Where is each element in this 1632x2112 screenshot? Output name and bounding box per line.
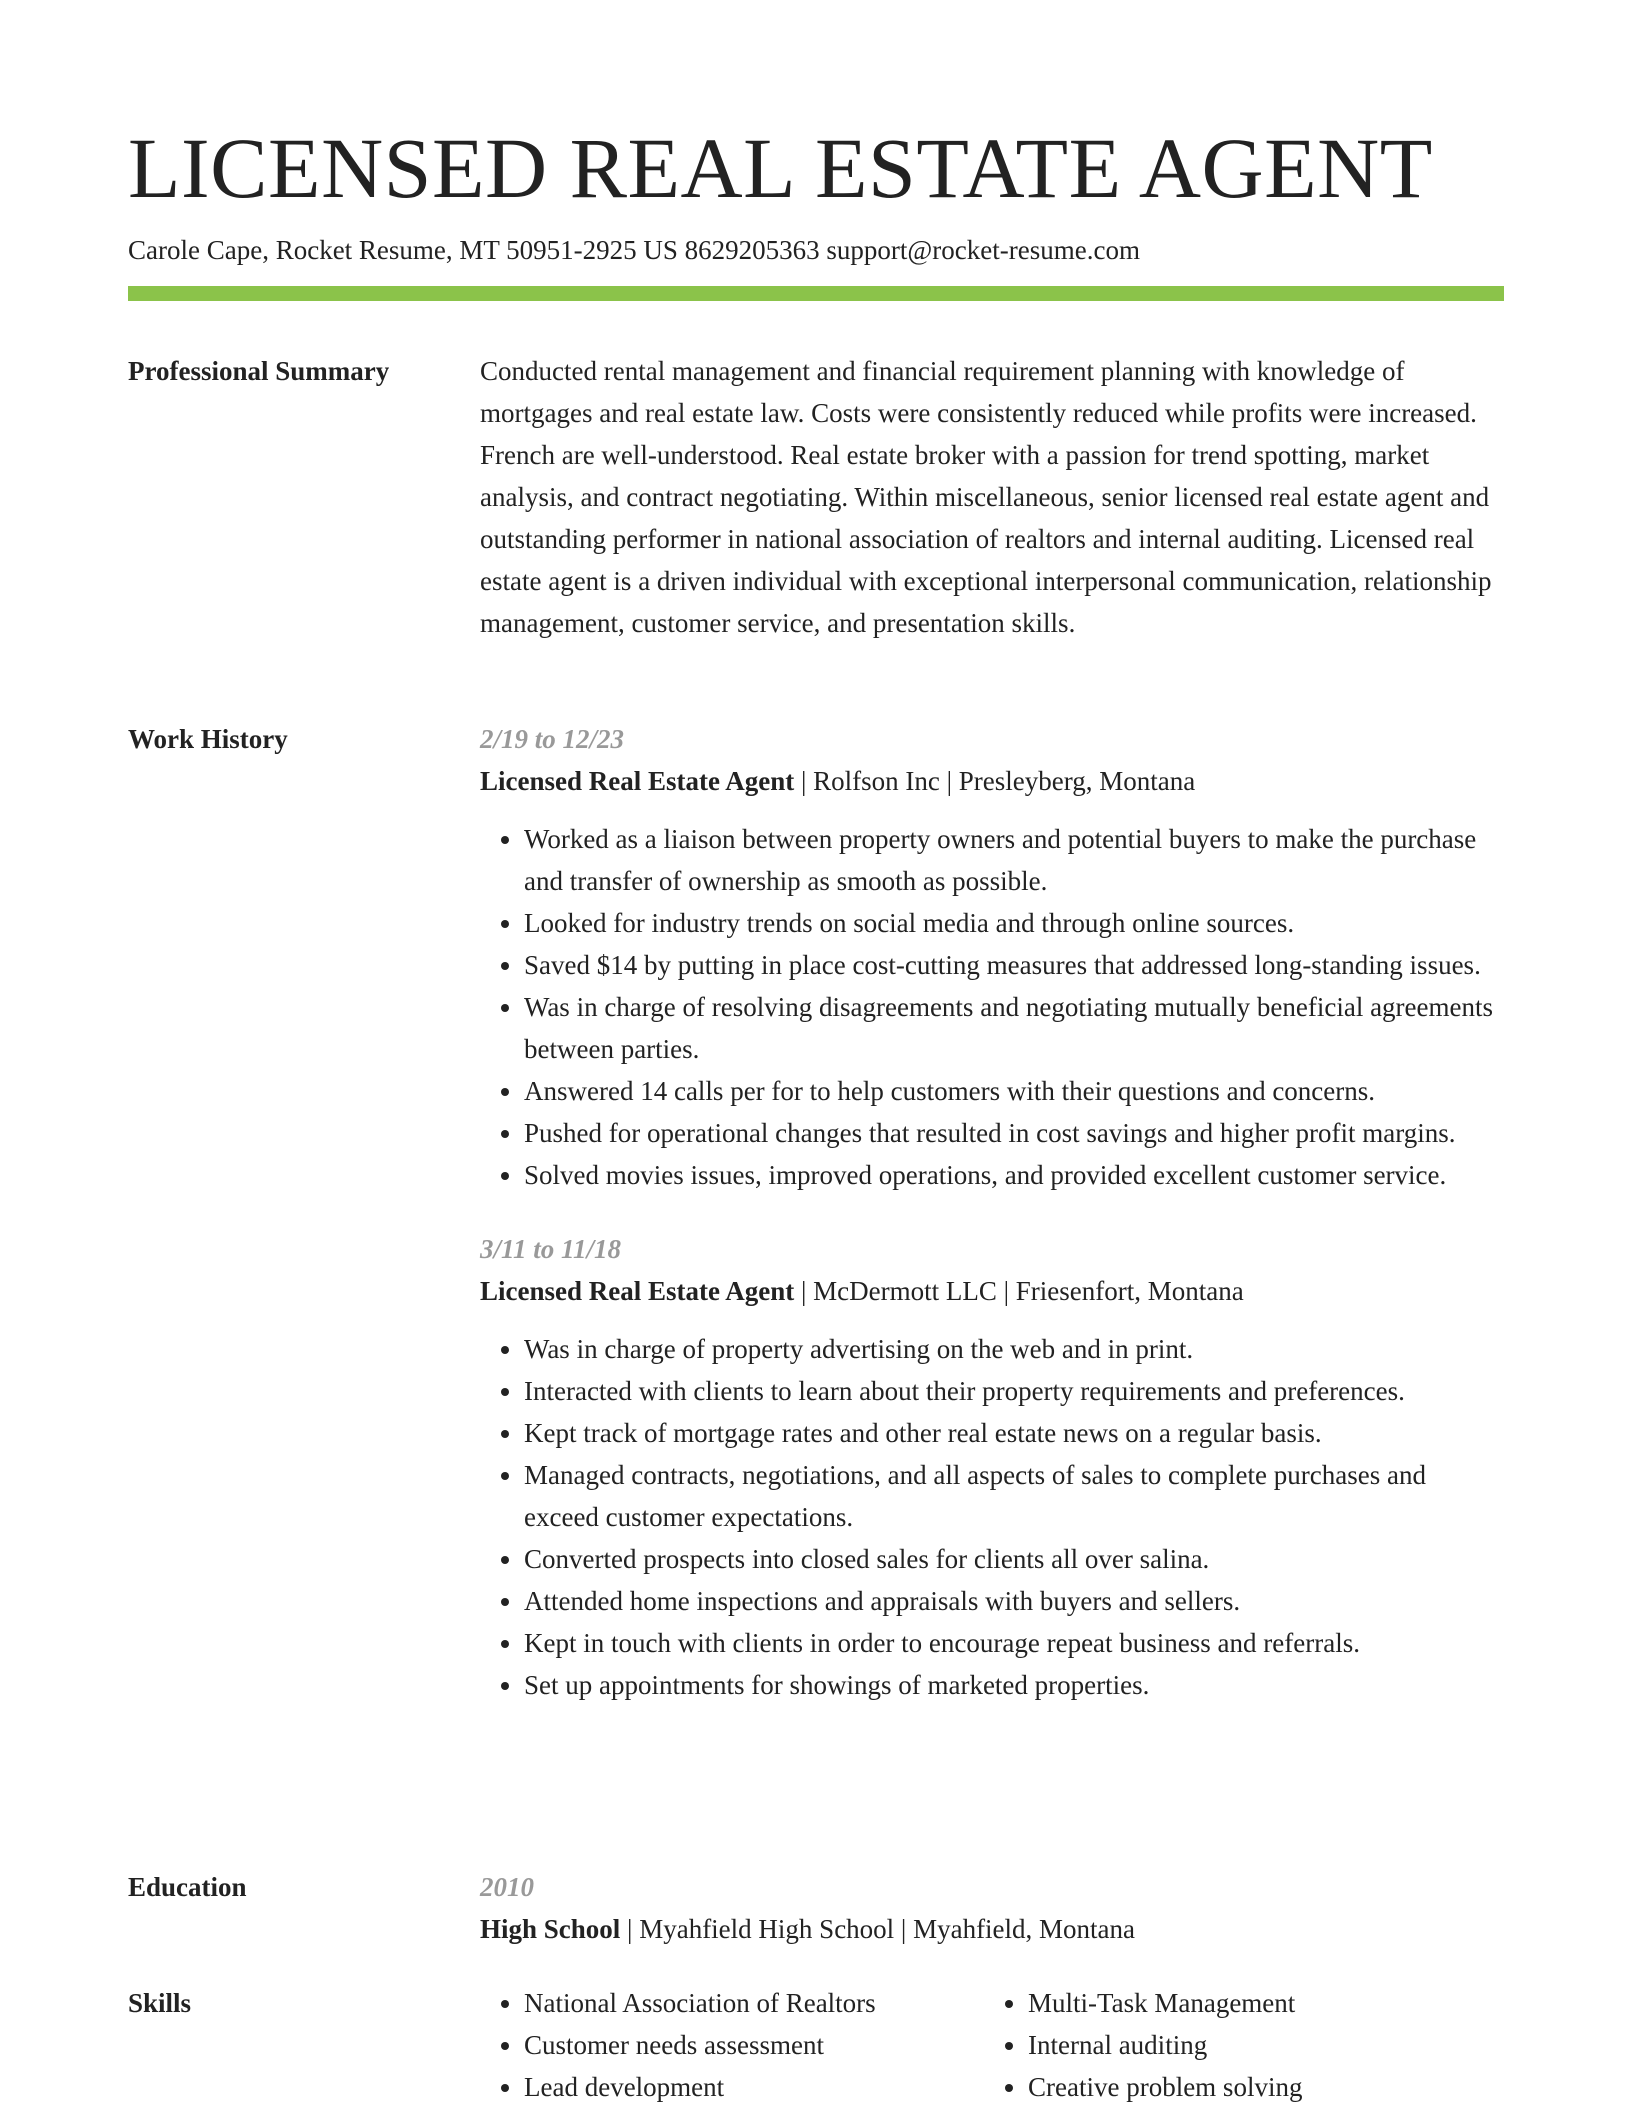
list-item: • Was in charge of resolving disagreements and negotiating mutually beneficial agreements between parties. bbox=[524, 986, 1504, 1070]
job-details: | McDermott LLC | Friesenfort, Montana bbox=[794, 1276, 1244, 1306]
list-item: • Interacted with clients to learn about their property requirements and preferences. bbox=[524, 1370, 1504, 1412]
education-heading bbox=[480, 1908, 1504, 1950]
list-item: • Kept in touch with clients in order to encourage repeat business and referrals. bbox=[524, 1622, 1504, 1664]
job-heading bbox=[480, 760, 1504, 802]
list-item: • Answered 14 calls per for to help customers with their questions and concerns. bbox=[524, 1070, 1504, 1112]
list-item: • Multi-Task Management bbox=[1028, 1982, 1488, 2024]
education-body bbox=[480, 1866, 1504, 1950]
section-label-education: Education bbox=[128, 1872, 247, 1902]
job-entry bbox=[480, 718, 1504, 1196]
job-title: Licensed Real Estate Agent bbox=[480, 766, 795, 796]
section-label-summary: Professional Summary bbox=[128, 356, 390, 386]
skills-grid bbox=[480, 1982, 1504, 2108]
contact-line: Carole Cape, Rocket Resume, MT 50951-2925 US 8629205363 support@rocket-resume.com bbox=[128, 235, 1140, 265]
job-details: | Rolfson Inc | Presleyberg, Montana bbox=[794, 766, 1196, 796]
list-item: • Customer needs assessment bbox=[524, 2024, 984, 2066]
list-item: • Attended home inspections and appraisals with buyers and sellers. bbox=[524, 1580, 1504, 1622]
education-year: 2010 bbox=[480, 1872, 534, 1902]
header-accent-rule bbox=[128, 286, 1504, 301]
list-item: • Lead development bbox=[524, 2066, 984, 2108]
list-item: • Internal auditing bbox=[1028, 2024, 1488, 2066]
list-item: • Pushed for operational changes that resulted in cost savings and higher profit margins. bbox=[524, 1112, 1504, 1154]
section-label-work: Work History bbox=[128, 724, 288, 754]
list-item: • Worked as a liaison between property owners and potential buyers to make the purchase and transfer of ownership as smooth as possible. bbox=[524, 818, 1504, 902]
job-bullets bbox=[480, 818, 1504, 1196]
job-dates: 3/11 to 11/18 bbox=[480, 1234, 622, 1264]
job-bullets bbox=[480, 1328, 1504, 1706]
skills-column-right bbox=[984, 1982, 1488, 2108]
list-item: • National Association of Realtors bbox=[524, 1982, 984, 2024]
list-item: • Set up appointments for showings of marketed properties. bbox=[524, 1664, 1504, 1706]
list-item: • Was in charge of property advertising on the web and in print. bbox=[524, 1328, 1504, 1370]
job-heading bbox=[480, 1270, 1504, 1312]
education-details: | Myahfield High School | Myahfield, Montana bbox=[620, 1914, 1136, 1944]
list-item: • Solved movies issues, improved operations, and provided excellent customer service. bbox=[524, 1154, 1504, 1196]
skills-body bbox=[480, 1982, 1504, 2108]
skills-column-left bbox=[480, 1982, 984, 2108]
summary-text: Conducted rental management and financial requirement planning with knowledge of mortgages and real estate law. Costs were consistently reduced while profits were increased. French are well-understood. Real estate broker with a passion for trend spotting, market analysis, and contract negotiating. Within miscellaneous, senior licensed real estate agent and outstanding performer in national association of realtors and internal auditing. Licensed real estate agent is a driven individual with exceptional interpersonal communication, relationship management, customer service, and presentation skills. bbox=[480, 356, 1492, 638]
job-dates: 2/19 to 12/23 bbox=[480, 724, 625, 754]
list-item: • Creative problem solving bbox=[1028, 2066, 1488, 2108]
work-body bbox=[480, 718, 1504, 1706]
job-title: Licensed Real Estate Agent bbox=[480, 1276, 795, 1306]
section-label-skills: Skills bbox=[128, 1988, 192, 2018]
list-item: • Managed contracts, negotiations, and all aspects of sales to complete purchases and exceed customer expectations. bbox=[524, 1454, 1504, 1538]
list-item: • Looked for industry trends on social media and through online sources. bbox=[524, 902, 1504, 944]
list-item: • Saved $14 by putting in place cost-cutting measures that addressed long-standing issues. bbox=[524, 944, 1504, 986]
summary-body bbox=[480, 350, 1504, 644]
list-item: • Kept track of mortgage rates and other real estate news on a regular basis. bbox=[524, 1412, 1504, 1454]
resume-title: LICENSED REAL ESTATE AGENT bbox=[128, 120, 1433, 216]
job-entry bbox=[480, 1228, 1504, 1706]
education-degree: High School bbox=[480, 1914, 621, 1944]
list-item: • Converted prospects into closed sales for clients all over salina. bbox=[524, 1538, 1504, 1580]
